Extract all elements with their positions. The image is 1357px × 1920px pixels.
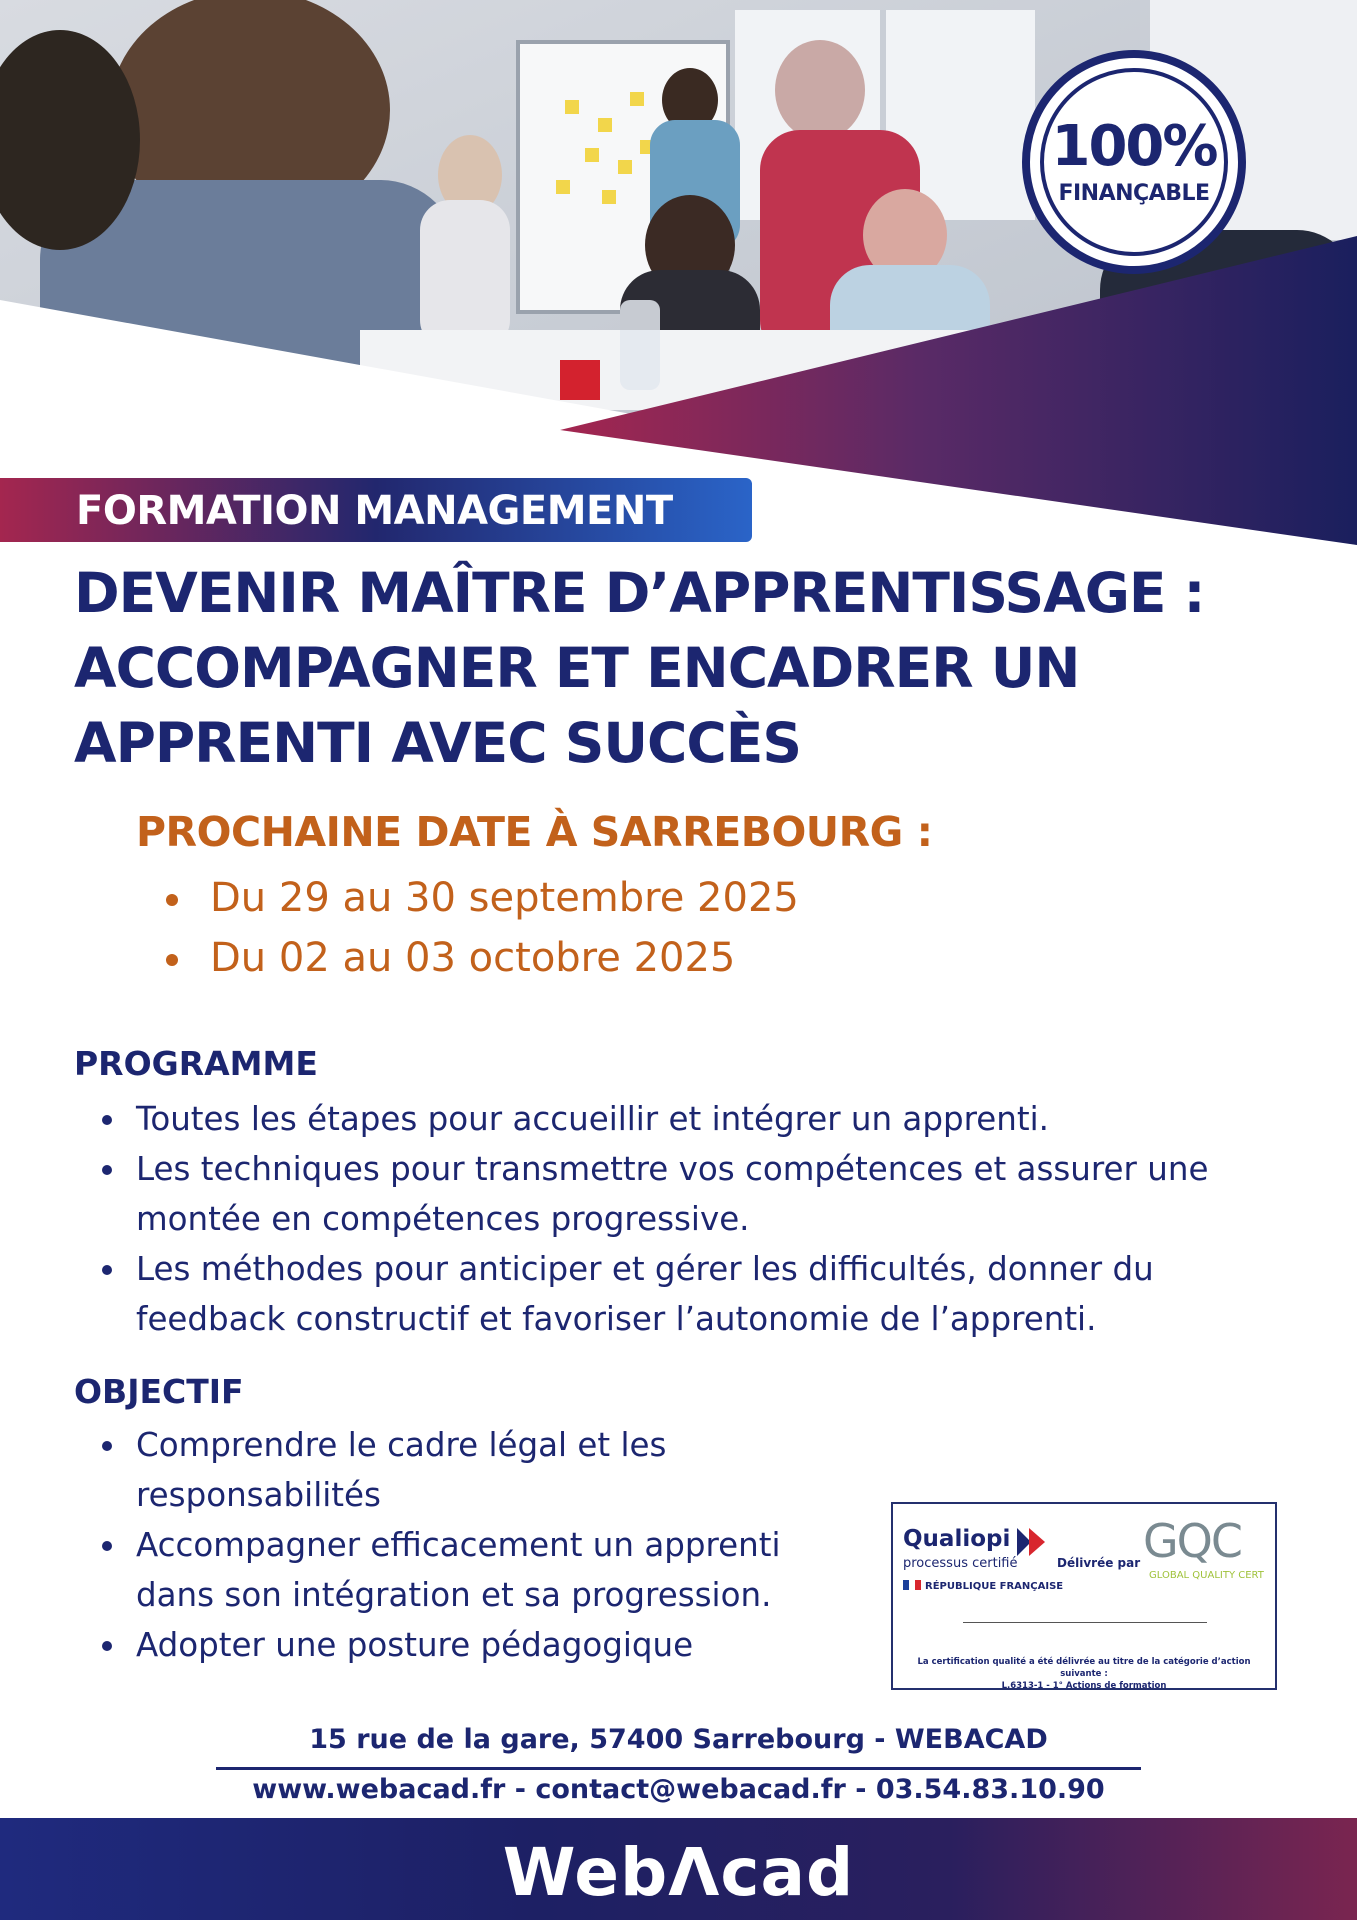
certification-statement (899, 1656, 1269, 1692)
badge-label: FINANÇABLE (1058, 180, 1210, 206)
programme-item: Les techniques pour transmettre vos compétences et assurer une montée en compétences progressive. (102, 1144, 1302, 1244)
programme-item: Les méthodes pour anticiper et gérer les difficultés, donner du feedback constructif et favoriser l’autonomie de l’apprenti. (102, 1244, 1302, 1344)
signature-line (963, 1622, 1207, 1623)
qualiopi-arrows-icon (1017, 1526, 1047, 1562)
programme-item: Toutes les étapes pour accueillir et intégrer un apprenti. (102, 1094, 1302, 1144)
objectif-heading: OBJECTIF (74, 1372, 244, 1411)
certification-statement-line-2: L.6313-1 - 1° Actions de formation (1001, 1681, 1167, 1691)
brand-logo: WebΛcad (502, 1834, 855, 1911)
certification-statement-line-1: La certification qualité a été délivrée au titre de la catégorie d’action suivante : (917, 1657, 1251, 1679)
page-title (74, 556, 1314, 781)
badge-inner-ring (1040, 68, 1228, 256)
objectif-item: Adopter une posture pédagogique (102, 1620, 802, 1670)
objectif-list (102, 1420, 802, 1670)
title-line-3: APPRENTI AVEC SUCCÈS (74, 711, 801, 775)
programme-list (102, 1094, 1302, 1344)
qualiopi-subtitle: processus certifié (903, 1556, 1018, 1571)
title-line-1: DEVENIR MAÎTRE D’APPRENTISSAGE : (74, 561, 1205, 625)
financable-badge (1022, 50, 1246, 274)
qualiopi-logo: Qualiopi (903, 1526, 1011, 1552)
gqc-text: GQC (1143, 1514, 1241, 1568)
session-date: Du 29 au 30 septembre 2025 (166, 872, 799, 932)
certification-box (891, 1502, 1277, 1690)
objectif-item: Comprendre le cadre légal et les responsabilités (102, 1420, 802, 1520)
programme-heading: PROGRAMME (74, 1044, 318, 1083)
session-dates-list (166, 872, 799, 992)
address: 15 rue de la gare, 57400 Sarrebourg - WEBACAD (309, 1724, 1048, 1755)
gqc-logo (1143, 1514, 1241, 1568)
republique-label (903, 1580, 1063, 1592)
badge-percent: 100% (1051, 113, 1217, 179)
category-banner (0, 478, 752, 542)
french-flag-icon (903, 1580, 921, 1590)
title-line-2: ACCOMPAGNER ET ENCADRER UN (74, 636, 1080, 700)
contact-divider (216, 1767, 1141, 1770)
next-session-title: PROCHAINE DATE À SARREBOURG : (136, 808, 933, 856)
delivered-by-label: Délivrée par (1057, 1556, 1141, 1570)
contact-details[interactable]: www.webacad.fr - contact@webacad.fr - 03.54.83.10.90 (252, 1774, 1105, 1805)
objectif-item: Accompagner efficacement un apprenti dans son intégration et sa progression. (102, 1520, 802, 1620)
gqc-subtitle: GLOBAL QUALITY CERT (1149, 1570, 1264, 1581)
category-label: FORMATION MANAGEMENT (76, 488, 673, 534)
session-date: Du 02 au 03 octobre 2025 (166, 932, 799, 992)
republique-text: RÉPUBLIQUE FRANÇAISE (925, 1581, 1064, 1592)
